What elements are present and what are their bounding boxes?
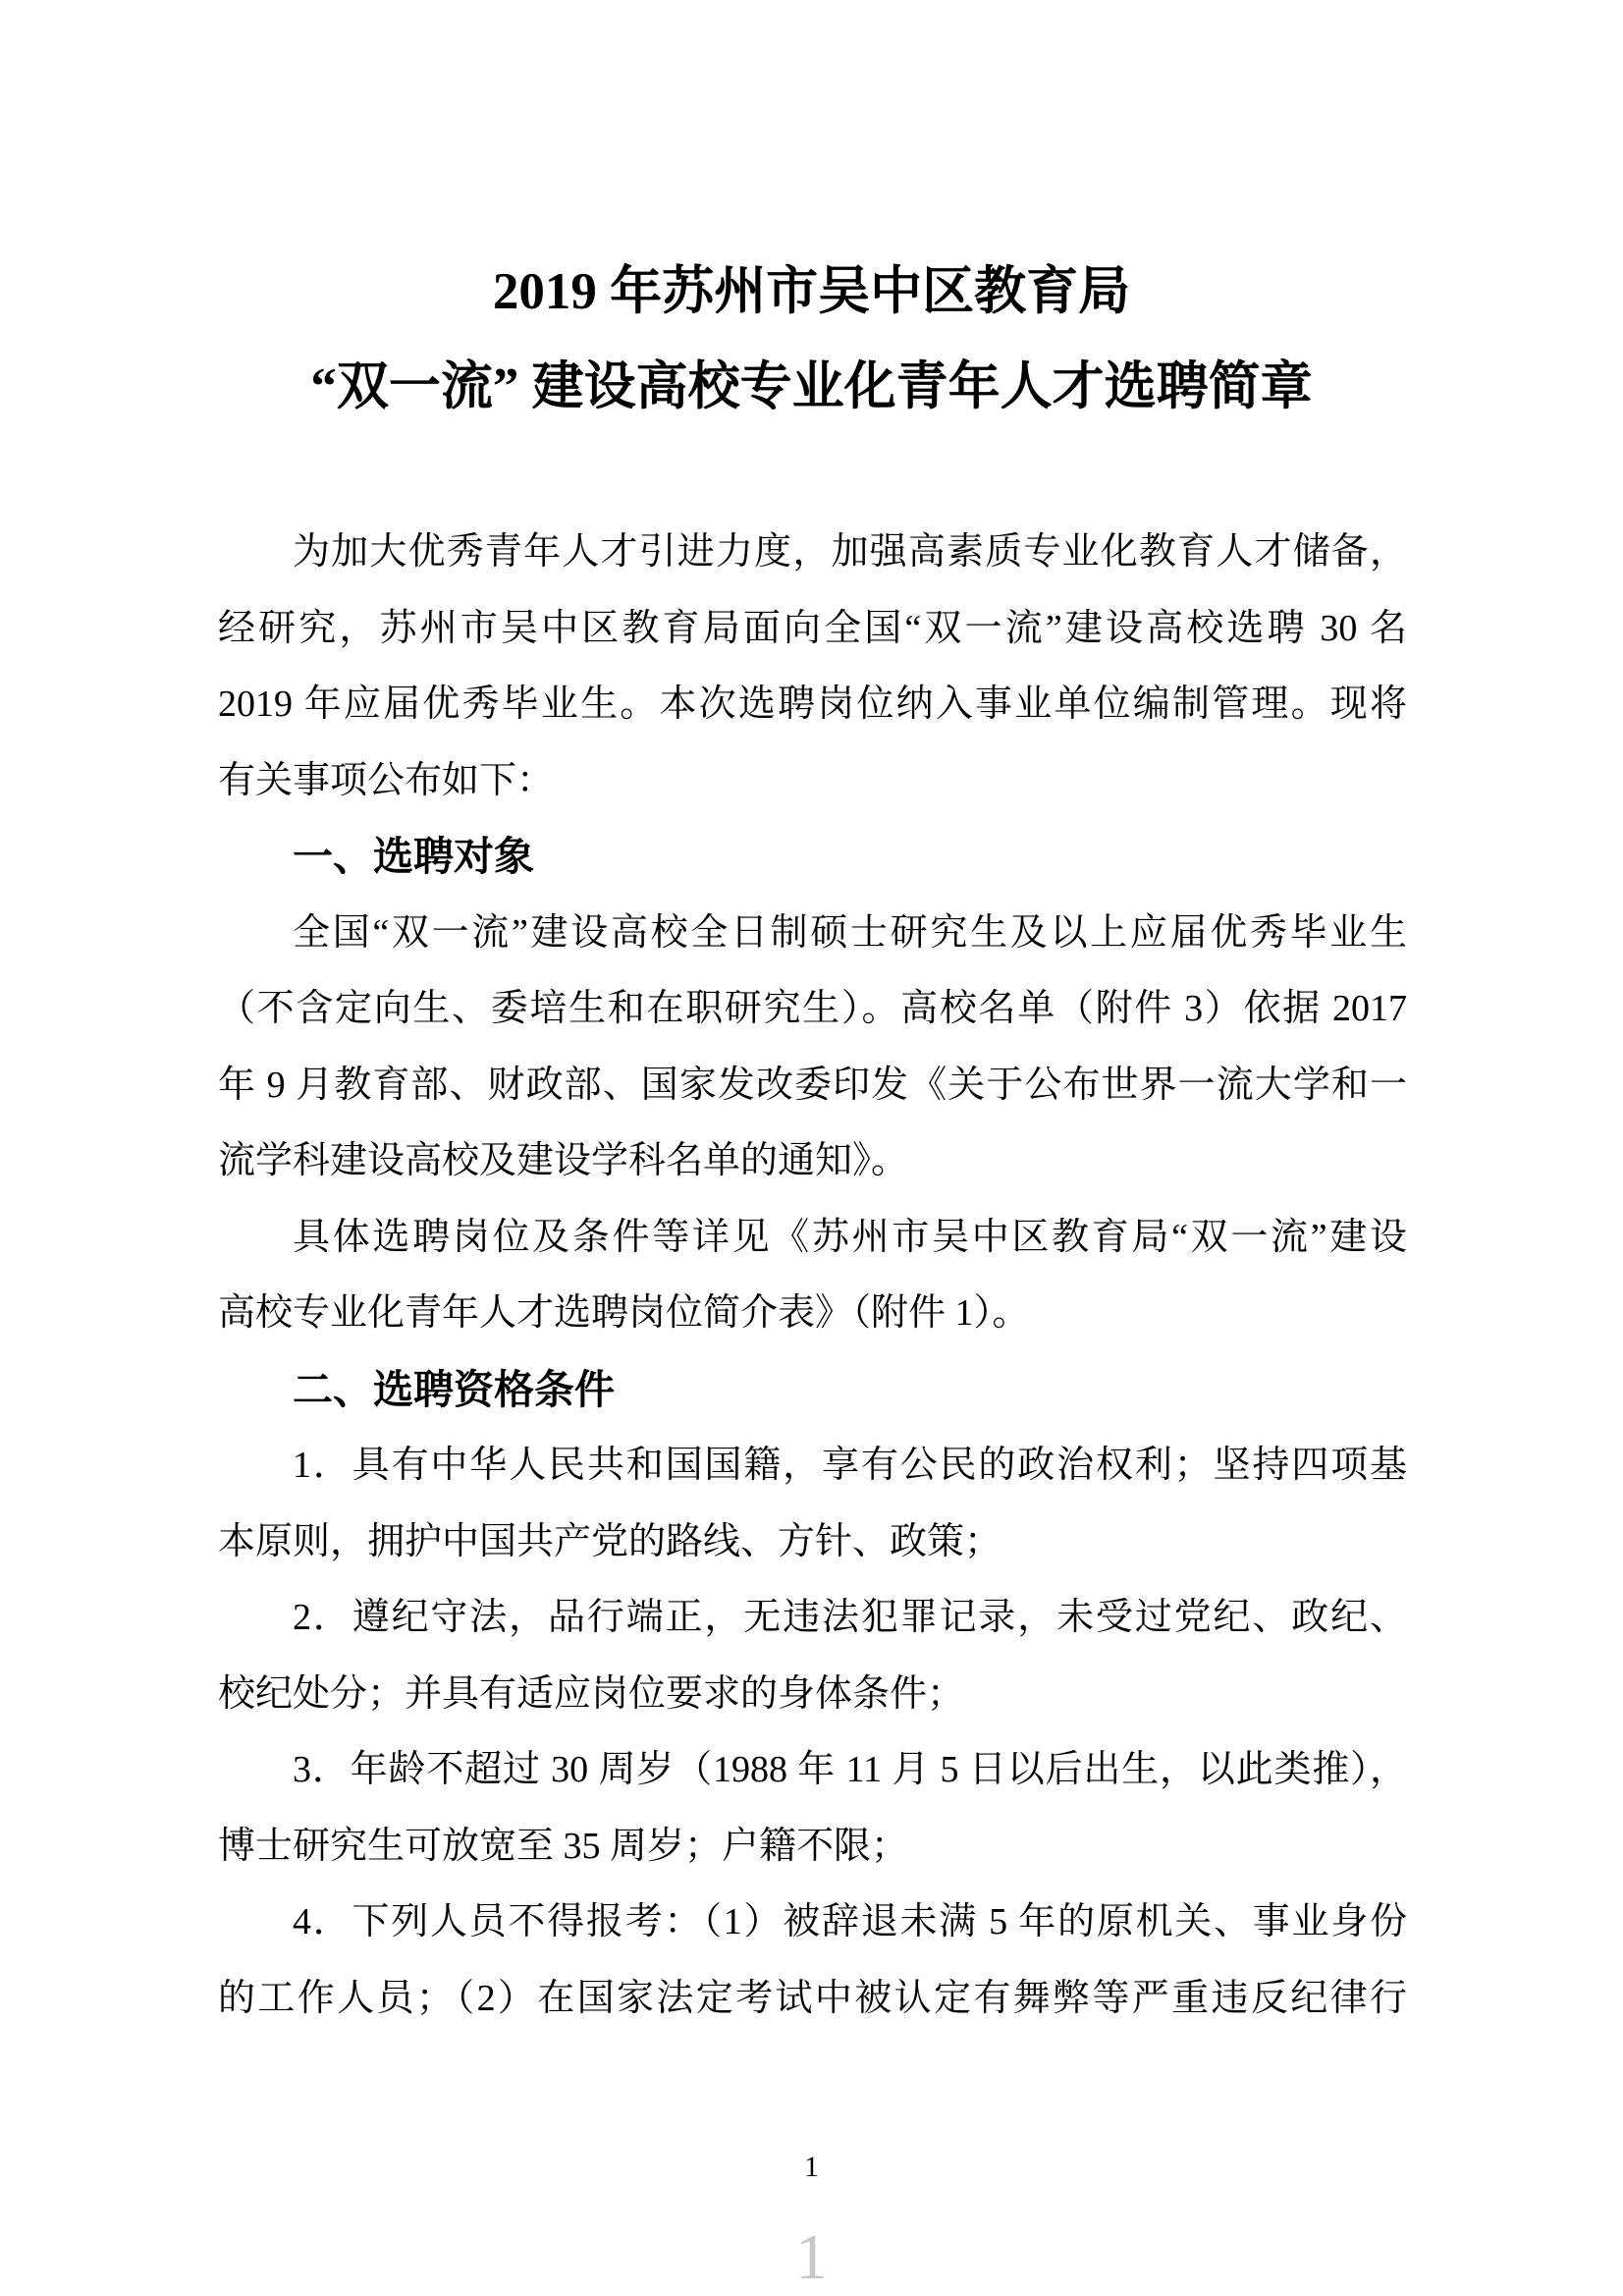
body-line: 为加大优秀青年人才引进力度，加强高素质专业化教育人才储备， (293, 531, 1407, 573)
section-heading: 二、选聘资格条件 (293, 1366, 615, 1412)
document-body (218, 515, 1407, 2037)
body-line: 本原则，拥护中国共产党的路线、方针、政策； (218, 1520, 1002, 1562)
title-line-1: 2019 年苏州市吴中区教育局 (492, 263, 1131, 320)
document-title (0, 245, 1623, 435)
title-line-2: “双一流” 建设高校专业化青年人才选聘简章 (310, 358, 1313, 415)
body-line: 具体选聘岗位及条件等详见《苏州市吴中区教育局“双一流”建设 (293, 1216, 1407, 1258)
body-line: 4．下列人员不得报考：（1）被辞退未满 5 年的原机关、事业身份 (293, 1901, 1407, 1942)
body-line: （不含定向生、委培生和在职研究生）。高校名单（附件 3）依据 2017 (218, 988, 1407, 1029)
body-line: 的工作人员；（2）在国家法定考试中被认定有舞弊等严重违反纪律行 (218, 1977, 1407, 2019)
body-line: 2．遵纪守法，品行端正，无违法犯罪记录，未受过党纪、政纪、 (293, 1597, 1407, 1638)
body-line: 博士研究生可放宽至 35 周岁；户籍不限； (218, 1825, 909, 1867)
body-line: 校纪处分；并具有适应岗位要求的身体条件； (218, 1672, 965, 1715)
body-line: 3．年龄不超过 30 周岁（1988 年 11 月 5 日以后出生，以此类推）， (293, 1749, 1407, 1790)
page-number: 1 (804, 2151, 819, 2183)
body-line: 2019 年应届优秀毕业生。本次选聘岗位纳入事业单位编制管理。现将 (218, 683, 1407, 725)
watermark-page-number: 1 (795, 2221, 828, 2293)
body-line: 年 9 月教育部、财政部、国家发改委印发《关于公布世界一流大学和一 (218, 1064, 1407, 1106)
body-line: 流学科建设高校及建设学科名单的通知》。 (218, 1140, 909, 1181)
body-line: 全国“双一流”建设高校全日制硕士研究生及以上应届优秀毕业生 (293, 911, 1407, 954)
section-heading: 一、选聘对象 (293, 834, 534, 879)
body-line: 高校专业化青年人才选聘岗位简介表》（附件 1）。 (218, 1292, 1030, 1334)
body-line: 经研究，苏州市吴中区教育局面向全国“双一流”建设高校选聘 30 名 (218, 607, 1407, 649)
body-line: 有关事项公布如下： (218, 759, 555, 801)
body-line: 1．具有中华人民共和国国籍，享有公民的政治权利；坚持四项基 (293, 1445, 1407, 1486)
